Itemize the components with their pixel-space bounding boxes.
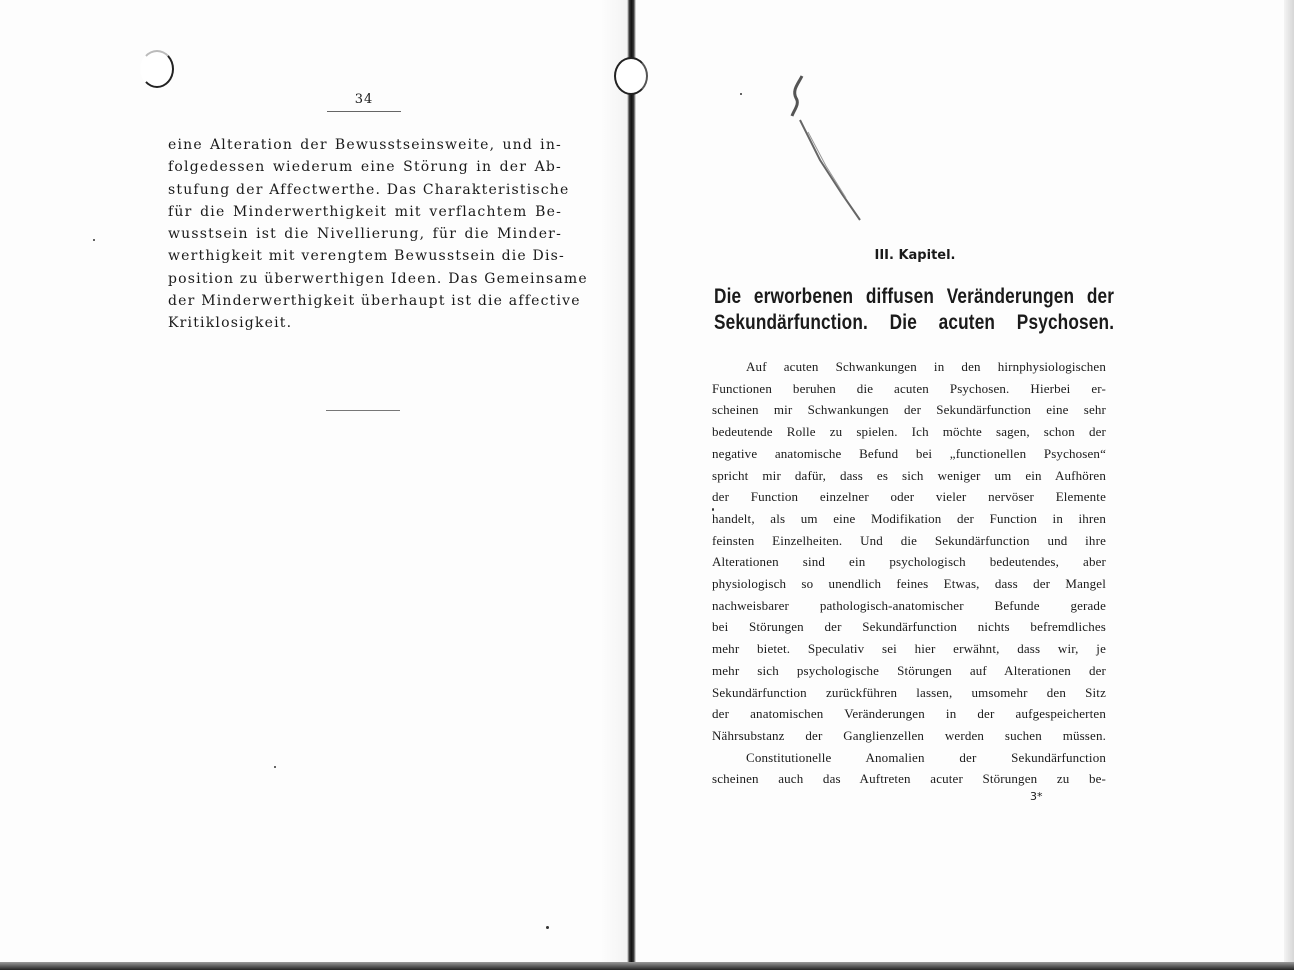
scan-bottom-edge	[0, 962, 1294, 970]
text-line: folgedessen wiederum eine Störung in der Ab-	[168, 159, 562, 176]
text-line: Nährsubstanz der Ganglienzellen werden suchen müssen.	[712, 727, 1106, 743]
text-line: negative anatomische Befund bei „functionellen Psychosen“	[712, 445, 1106, 461]
speck-mark	[740, 93, 742, 95]
text-line: feinsten Einzelheiten. Und die Sekundärfunction und ihre	[712, 532, 1106, 548]
text-line: werthigkeit mit verengtem Bewusstsein die Dis-	[168, 248, 565, 265]
text-line: stufung der Affectwerthe. Das Charakteristische	[168, 181, 570, 198]
text-line: Kritiklosigkeit.	[168, 315, 293, 332]
right-page-text	[712, 356, 1106, 790]
page-number: 34	[327, 92, 401, 112]
speck-mark	[93, 239, 95, 241]
chapter-title-line: Die erworbenen diffusen Veränderungen der	[714, 285, 1115, 308]
text-line: für die Minderwerthigkeit mit verflachtem Be-	[168, 203, 562, 220]
text-line: der anatomischen Veränderungen in der aufgespeicherten	[712, 706, 1106, 722]
punch-hole-icon	[614, 57, 648, 95]
text-line: position zu überwerthigen Ideen. Das Gemeinsame	[168, 270, 588, 287]
text-line: Constitutionelle Anomalien der Sekundärfunction	[746, 749, 1106, 765]
text-line: bedeutende Rolle zu spielen. Ich möchte sagen, schon der	[712, 424, 1106, 440]
text-line: Auf acuten Schwankungen in den hirnphysiologischen	[746, 359, 1106, 374]
text-line: handelt, als um eine Modifikation der Function in ihren	[712, 510, 1106, 526]
chapter-title-line: Sekundärfunction. Die acuten Psychosen.	[714, 311, 1115, 334]
punch-hole-icon	[140, 50, 174, 88]
left-page-text	[168, 134, 588, 335]
chapter-label: III. Kapitel.	[874, 248, 956, 263]
pencil-mark-icon	[780, 70, 870, 230]
text-line: Sekundärfunction zurückführen lassen, umsomehr den Sitz	[712, 684, 1106, 700]
signature-mark: 3*	[1030, 790, 1043, 803]
text-line: scheinen mir Schwankungen der Sekundärfunction eine sehr	[712, 402, 1106, 418]
text-line: wusstsein ist die Nivellierung, für die Minder-	[168, 226, 562, 243]
text-line: Alterationen sind ein psychologisch bedeutendes, aber	[712, 554, 1106, 570]
chapter-title	[714, 284, 1114, 336]
text-line: eine Alteration der Bewusstseinsweite, und in-	[168, 137, 562, 153]
gutter-shadow	[600, 0, 627, 970]
speck-mark	[546, 926, 549, 929]
text-line: der Function einzelner oder vieler nervöser Elemente	[712, 489, 1106, 505]
scan-right-edge	[1284, 0, 1294, 970]
text-line: nachweisbarer pathologisch-anatomischer Befunde gerade	[712, 597, 1106, 613]
text-line: Functionen beruhen die acuten Psychosen. Hierbei er-	[712, 380, 1106, 396]
text-line: scheinen auch das Auftreten acuter Störungen zu be-	[712, 771, 1106, 787]
speck-mark	[274, 766, 276, 768]
text-line: physiologisch so unendlich feines Etwas, dass der Mangel	[712, 576, 1106, 592]
text-line: mehr sich psychologische Störungen auf Alterationen der	[712, 662, 1106, 678]
text-line: mehr bietet. Speculativ sei hier erwähnt, dass wir, je	[712, 641, 1106, 657]
text-line: der Minderwerthigkeit überhaupt ist die affective	[168, 293, 581, 310]
book-gutter	[627, 0, 636, 970]
section-end-rule	[326, 410, 400, 411]
text-line: spricht mir dafür, dass es sich weniger um ein Aufhören	[712, 467, 1106, 483]
text-line: bei Störungen der Sekundärfunction nichts befremdliches	[712, 619, 1106, 635]
